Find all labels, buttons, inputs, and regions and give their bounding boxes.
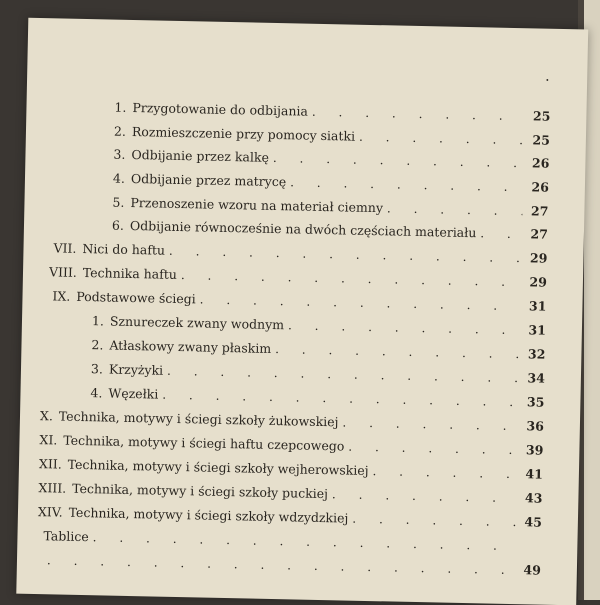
- leader-dots: [162, 388, 518, 409]
- leader-dots: [200, 292, 521, 313]
- toc-page: 31: [524, 298, 546, 313]
- toc-number: 3.: [113, 147, 125, 162]
- toc-page: 36: [522, 418, 544, 433]
- leader-dots: [387, 201, 523, 218]
- toc-number: 1.: [92, 313, 104, 328]
- toc-number: XIII.: [38, 480, 66, 496]
- toc-page: 26: [527, 179, 549, 194]
- toc-page: 45: [520, 514, 542, 529]
- toc-title: Odbijanie równocześnie na dwóch częściach materiału: [130, 218, 477, 240]
- leader-dots: [181, 268, 521, 289]
- toc-number: 2.: [91, 337, 103, 352]
- toc-number: XIV.: [38, 504, 63, 520]
- table-of-contents: [16, 18, 588, 605]
- toc-title: Technika, motywy i ściegi haftu czepcowego: [63, 433, 344, 454]
- toc-title: Technika, motywy i ściegi szkoły wejherowskiej: [68, 457, 369, 478]
- toc-title: Nici do haftu: [82, 241, 165, 258]
- page-mark: .: [545, 69, 550, 85]
- toc-title: Atłaskowy zwany płaskim: [109, 338, 271, 356]
- leader-dots: [342, 415, 518, 433]
- toc-title: Technika, motywy i ściegi szkoły żukowskiej: [59, 409, 339, 430]
- leader-dots: [275, 342, 520, 361]
- toc-number: XII.: [39, 456, 62, 471]
- toc-title: Podstawowe ściegi: [76, 289, 196, 306]
- toc-page: 39: [521, 442, 543, 457]
- toc-title: Rozmieszczenie przy pomocy siatki: [132, 124, 355, 144]
- toc-page: 49: [519, 562, 541, 577]
- book-page: [16, 18, 588, 605]
- leader-dots: [93, 530, 516, 553]
- toc-title: Technika haftu: [83, 265, 177, 282]
- toc-page: 29: [525, 250, 547, 265]
- leader-dots: [288, 318, 520, 337]
- toc-page: 25: [528, 108, 550, 123]
- toc-title: Technika, motywy i ściegi szkoły puckiej: [72, 481, 328, 501]
- toc-title: Odbijanie przez matrycę: [131, 171, 287, 189]
- toc-title: Krzyżyki: [109, 362, 163, 378]
- toc-number: 4.: [113, 171, 125, 186]
- toc-page: 26: [527, 155, 549, 170]
- leader-dots: [47, 553, 515, 577]
- toc-page: 31: [524, 322, 546, 337]
- toc-page: 27: [526, 226, 548, 241]
- toc-title: Technika, motywy i ściegi szkoły wdzydzkiej: [69, 505, 349, 526]
- toc-title: Przygotowanie do odbijania: [132, 100, 308, 119]
- toc-title: Przenoszenie wzoru na materiał ciemny: [130, 195, 383, 215]
- toc-number: 2.: [114, 124, 126, 139]
- leader-dots: [372, 464, 517, 481]
- toc-title: Odbijanie przez kalkę: [131, 147, 269, 165]
- toc-page: 29: [525, 274, 547, 289]
- leader-dots: [312, 105, 525, 123]
- toc-number: X.: [40, 408, 53, 423]
- toc-number: 4.: [90, 385, 102, 400]
- toc-page: 27: [526, 203, 548, 218]
- toc-number: IX.: [52, 288, 70, 303]
- toc-number: VIII.: [49, 264, 77, 280]
- toc-number: 5.: [112, 195, 124, 210]
- leader-dots: [332, 487, 517, 505]
- leader-dots: [352, 512, 516, 529]
- leader-dots: [290, 175, 523, 194]
- toc-title: Sznureczek zwany wodnym: [110, 314, 284, 333]
- leader-dots: [273, 151, 524, 170]
- toc-number: 6.: [112, 218, 124, 233]
- toc-page: 41: [521, 466, 543, 481]
- toc-title: Węzełki: [108, 386, 158, 402]
- leader-dots: [169, 244, 522, 265]
- toc-page: 35: [522, 394, 544, 409]
- leader-dots: [348, 440, 517, 458]
- toc-number: 1.: [114, 100, 126, 115]
- toc-page: 34: [523, 370, 545, 385]
- toc-page: 25: [528, 132, 550, 147]
- toc-title: Tablice: [43, 528, 89, 544]
- toc-page: 32: [523, 346, 545, 361]
- toc-number: VII.: [53, 240, 76, 255]
- toc-number: 3.: [91, 361, 103, 376]
- leader-dots: [167, 364, 519, 385]
- toc-number: XI.: [39, 432, 57, 447]
- leader-dots: [480, 226, 522, 241]
- leader-dots: [359, 130, 524, 147]
- toc-page: 43: [520, 490, 542, 505]
